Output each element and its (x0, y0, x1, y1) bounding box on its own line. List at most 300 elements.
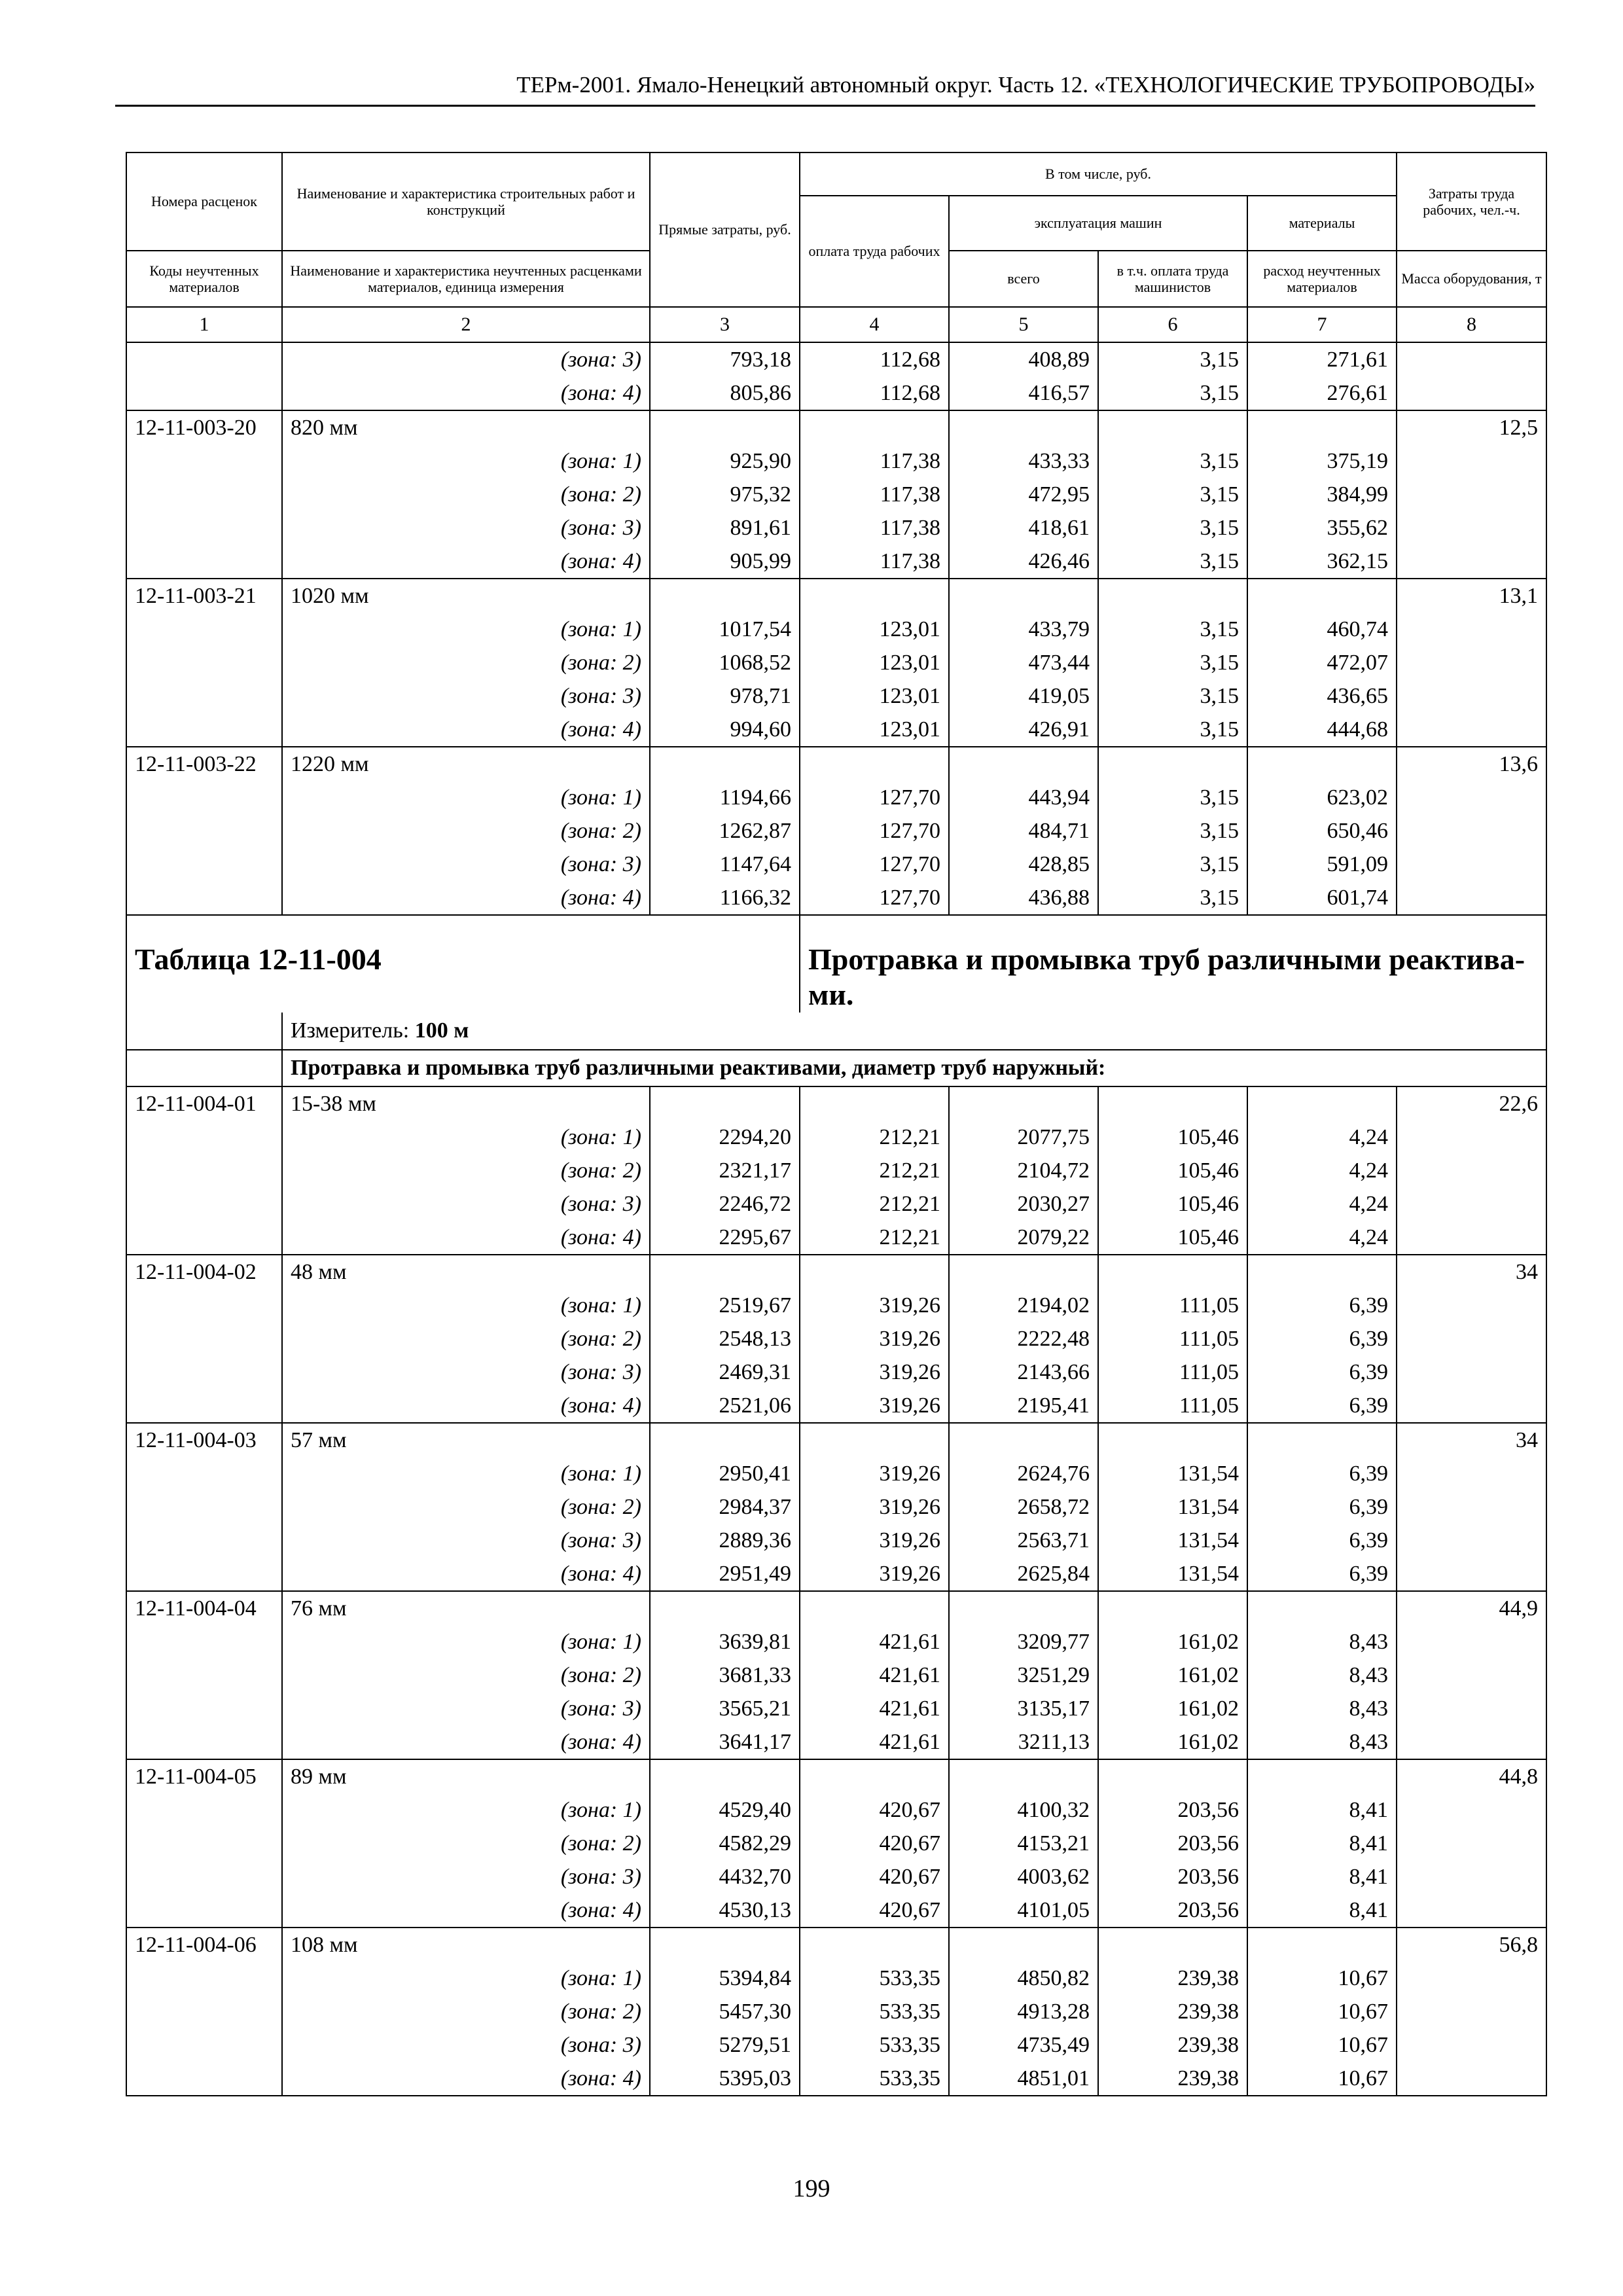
materials-value: 6,39 (1247, 1355, 1397, 1389)
zone-row (126, 1860, 1546, 1893)
empty-cell (650, 579, 800, 613)
machines-total-value: 408,89 (949, 342, 1098, 376)
rate-code-cell (126, 679, 282, 713)
materials-value: 8,43 (1247, 1625, 1397, 1659)
materials-value: 444,68 (1247, 713, 1397, 747)
direct-cost-value: 994,60 (650, 713, 800, 747)
labor-pay-value: 421,61 (800, 1625, 949, 1659)
zone-row (126, 1725, 1546, 1759)
rate-code-cell (126, 1725, 282, 1759)
zone-label: (зона: 1) (282, 781, 650, 814)
header-equipment-mass: Масса оборудования, т (1397, 251, 1546, 307)
machinists-pay-value: 131,54 (1098, 1490, 1247, 1524)
machinists-pay-value: 3,15 (1098, 478, 1247, 511)
column-number: 5 (949, 307, 1098, 342)
materials-value: 10,67 (1247, 2062, 1397, 2096)
labor-pay-value: 421,61 (800, 1659, 949, 1692)
machines-total-value: 2077,75 (949, 1121, 1098, 1154)
zone-row (126, 1121, 1546, 1154)
rate-name: 820 мм (282, 410, 650, 444)
machines-total-value: 4100,32 (949, 1793, 1098, 1827)
labor-cost-cell (1397, 2028, 1546, 2062)
materials-value: 6,39 (1247, 1490, 1397, 1524)
column-number: 8 (1397, 307, 1546, 342)
direct-cost-value: 2295,67 (650, 1221, 800, 1255)
empty-cell (800, 1591, 949, 1625)
machines-total-value: 3251,29 (949, 1659, 1098, 1692)
rate-header-row (126, 579, 1546, 613)
empty-cell (1247, 1423, 1397, 1457)
labor-pay-value: 319,26 (800, 1490, 949, 1524)
page-number: 199 (793, 2175, 830, 2202)
rate-code-cell (126, 444, 282, 478)
machinists-pay-value: 3,15 (1098, 713, 1247, 747)
machinists-pay-value: 105,46 (1098, 1121, 1247, 1154)
machines-total-value: 419,05 (949, 679, 1098, 713)
empty-cell (949, 579, 1098, 613)
labor-cost-value: 34 (1397, 1255, 1546, 1289)
labor-pay-value: 117,38 (800, 545, 949, 579)
labor-pay-value: 212,21 (800, 1154, 949, 1187)
rate-code-cell (126, 1659, 282, 1692)
direct-cost-value: 975,32 (650, 478, 800, 511)
machinists-pay-value: 3,15 (1098, 545, 1247, 579)
machines-total-value: 472,95 (949, 478, 1098, 511)
labor-pay-value: 420,67 (800, 1860, 949, 1893)
direct-cost-value: 3681,33 (650, 1659, 800, 1692)
machinists-pay-value: 239,38 (1098, 1995, 1247, 2028)
materials-value: 10,67 (1247, 1995, 1397, 2028)
labor-cost-cell (1397, 444, 1546, 478)
empty-cell (1098, 1255, 1247, 1289)
zone-row (126, 1692, 1546, 1725)
labor-pay-value: 212,21 (800, 1221, 949, 1255)
materials-value: 375,19 (1247, 444, 1397, 478)
rate-code-cell (126, 713, 282, 747)
labor-pay-value: 420,67 (800, 1893, 949, 1928)
zone-row (126, 545, 1546, 579)
labor-cost-cell (1397, 613, 1546, 646)
empty-cell (650, 410, 800, 444)
labor-cost-cell (1397, 1154, 1546, 1187)
header-materials: материалы (1247, 196, 1397, 251)
machinists-pay-value: 3,15 (1098, 646, 1247, 679)
labor-cost-cell (1397, 1121, 1546, 1154)
empty-cell (1247, 1255, 1397, 1289)
machines-total-value: 2194,02 (949, 1289, 1098, 1322)
zone-label: (зона: 4) (282, 376, 650, 410)
machinists-pay-value: 105,46 (1098, 1221, 1247, 1255)
machines-total-value: 2104,72 (949, 1154, 1098, 1187)
rate-code-cell (126, 1995, 282, 2028)
labor-cost-cell (1397, 1524, 1546, 1557)
zone-label: (зона: 3) (282, 1187, 650, 1221)
labor-cost-cell (1397, 1725, 1546, 1759)
column-number: 3 (650, 307, 800, 342)
empty-cell (1247, 1759, 1397, 1793)
zone-label: (зона: 4) (282, 1221, 650, 1255)
machines-total-value: 2563,71 (949, 1524, 1098, 1557)
materials-value: 4,24 (1247, 1187, 1397, 1221)
direct-cost-value: 3565,21 (650, 1692, 800, 1725)
labor-cost-cell (1397, 1457, 1546, 1490)
zone-row (126, 1221, 1546, 1255)
zone-row (126, 1355, 1546, 1389)
direct-cost-value: 5279,51 (650, 2028, 800, 2062)
labor-pay-value: 127,70 (800, 781, 949, 814)
direct-cost-value: 4529,40 (650, 1793, 800, 1827)
header-material-codes: Коды неучтенных материалов (126, 251, 282, 307)
rate-header-row (126, 1423, 1546, 1457)
zone-label: (зона: 1) (282, 1289, 650, 1322)
rate-code: 12-11-003-22 (126, 747, 282, 781)
zone-row (126, 376, 1546, 410)
machinists-pay-value: 3,15 (1098, 376, 1247, 410)
materials-value: 276,61 (1247, 376, 1397, 410)
labor-pay-value: 127,70 (800, 814, 949, 848)
zone-label: (зона: 4) (282, 1557, 650, 1591)
rate-name: 48 мм (282, 1255, 650, 1289)
materials-value: 10,67 (1247, 1962, 1397, 1995)
machines-total-value: 2625,84 (949, 1557, 1098, 1591)
machines-total-value: 2030,27 (949, 1187, 1098, 1221)
zone-row (126, 478, 1546, 511)
zone-row (126, 814, 1546, 848)
rate-code-cell (126, 781, 282, 814)
labor-cost-cell (1397, 781, 1546, 814)
zone-row (126, 511, 1546, 545)
rate-code-cell (126, 613, 282, 646)
zone-label: (зона: 3) (282, 342, 650, 376)
materials-value: 4,24 (1247, 1121, 1397, 1154)
labor-cost-cell (1397, 1860, 1546, 1893)
rate-code: 12-11-004-04 (126, 1591, 282, 1625)
empty-cell (650, 1591, 800, 1625)
zone-label: (зона: 1) (282, 444, 650, 478)
labor-cost-cell (1397, 511, 1546, 545)
materials-value: 472,07 (1247, 646, 1397, 679)
rate-code-cell (126, 1827, 282, 1860)
materials-value: 8,43 (1247, 1725, 1397, 1759)
direct-cost-value: 4582,29 (650, 1827, 800, 1860)
machinists-pay-value: 131,54 (1098, 1557, 1247, 1591)
machinists-pay-value: 161,02 (1098, 1725, 1247, 1759)
rate-code-cell (126, 1457, 282, 1490)
meter-spacer (126, 1013, 282, 1050)
materials-value: 6,39 (1247, 1457, 1397, 1490)
labor-cost-cell (1397, 1893, 1546, 1928)
machines-total-value: 426,46 (949, 545, 1098, 579)
direct-cost-value: 1262,87 (650, 814, 800, 848)
zone-label: (зона: 2) (282, 1827, 650, 1860)
machines-total-value: 428,85 (949, 848, 1098, 881)
direct-cost-value: 793,18 (650, 342, 800, 376)
machinists-pay-value: 105,46 (1098, 1154, 1247, 1187)
labor-cost-cell (1397, 1289, 1546, 1322)
empty-cell (1098, 1423, 1247, 1457)
rate-code-cell (126, 2028, 282, 2062)
rate-code-cell (126, 1289, 282, 1322)
rate-code-cell (126, 1692, 282, 1725)
rate-code: 12-11-003-21 (126, 579, 282, 613)
zone-row (126, 713, 1546, 747)
labor-cost-cell (1397, 1187, 1546, 1221)
labor-cost-cell (1397, 1625, 1546, 1659)
rate-code-cell (126, 1893, 282, 1928)
materials-value: 4,24 (1247, 1221, 1397, 1255)
labor-cost-value: 34 (1397, 1423, 1546, 1457)
zone-row (126, 1524, 1546, 1557)
labor-pay-value: 533,35 (800, 1962, 949, 1995)
labor-cost-value: 44,8 (1397, 1759, 1546, 1793)
zone-label: (зона: 4) (282, 2062, 650, 2096)
labor-cost-cell (1397, 342, 1546, 376)
empty-cell (800, 410, 949, 444)
rate-header-row (126, 1255, 1546, 1289)
labor-pay-value: 319,26 (800, 1355, 949, 1389)
empty-cell (949, 410, 1098, 444)
header-including: В том числе, руб. (800, 152, 1397, 196)
rate-code: 12-11-003-20 (126, 410, 282, 444)
machines-total-value: 4101,05 (949, 1893, 1098, 1928)
empty-cell (1098, 579, 1247, 613)
labor-pay-value: 533,35 (800, 1995, 949, 2028)
machinists-pay-value: 239,38 (1098, 2028, 1247, 2062)
labor-cost-cell (1397, 1322, 1546, 1355)
zone-label: (зона: 3) (282, 1692, 650, 1725)
zone-row (126, 444, 1546, 478)
labor-cost-cell (1397, 1692, 1546, 1725)
rate-name: 1020 мм (282, 579, 650, 613)
machines-total-value: 2079,22 (949, 1221, 1098, 1255)
machines-total-value: 3135,17 (949, 1692, 1098, 1725)
materials-value: 8,43 (1247, 1659, 1397, 1692)
rate-name: 57 мм (282, 1423, 650, 1457)
machinists-pay-value: 3,15 (1098, 342, 1247, 376)
machinists-pay-value: 3,15 (1098, 444, 1247, 478)
labor-cost-cell (1397, 646, 1546, 679)
header-labor-cost: Затраты труда рабочих, чел.-ч. (1397, 152, 1546, 251)
materials-value: 10,67 (1247, 2028, 1397, 2062)
zone-label: (зона: 3) (282, 848, 650, 881)
header-labor-pay: оплата труда рабочих (800, 196, 949, 307)
empty-cell (650, 1255, 800, 1289)
empty-cell (949, 747, 1098, 781)
labor-cost-cell (1397, 478, 1546, 511)
zone-label: (зона: 2) (282, 646, 650, 679)
rate-code-cell (126, 1524, 282, 1557)
direct-cost-value: 1068,52 (650, 646, 800, 679)
zone-label: (зона: 3) (282, 2028, 650, 2062)
direct-cost-value: 1017,54 (650, 613, 800, 646)
price-table (126, 152, 1547, 2096)
zone-row (126, 679, 1546, 713)
zone-row (126, 1187, 1546, 1221)
labor-pay-value: 420,67 (800, 1793, 949, 1827)
direct-cost-value: 2469,31 (650, 1355, 800, 1389)
table-title-row (126, 915, 1546, 1013)
empty-cell (650, 1423, 800, 1457)
labor-cost-cell (1397, 679, 1546, 713)
empty-cell (800, 1086, 949, 1121)
materials-value: 623,02 (1247, 781, 1397, 814)
direct-cost-value: 2889,36 (650, 1524, 800, 1557)
machinists-pay-value: 131,54 (1098, 1457, 1247, 1490)
rate-name: 1220 мм (282, 747, 650, 781)
zone-row (126, 1827, 1546, 1860)
empty-cell (650, 1086, 800, 1121)
empty-cell (949, 1928, 1098, 1962)
zone-label: (зона: 3) (282, 679, 650, 713)
zone-label: (зона: 2) (282, 1154, 650, 1187)
materials-value: 4,24 (1247, 1154, 1397, 1187)
direct-cost-value: 925,90 (650, 444, 800, 478)
direct-cost-value: 4432,70 (650, 1860, 800, 1893)
labor-pay-value: 319,26 (800, 1524, 949, 1557)
rate-code: 12-11-004-05 (126, 1759, 282, 1793)
zone-label: (зона: 1) (282, 613, 650, 646)
labor-cost-value: 13,6 (1397, 747, 1546, 781)
machines-total-value: 433,79 (949, 613, 1098, 646)
direct-cost-value: 891,61 (650, 511, 800, 545)
labor-cost-value: 44,9 (1397, 1591, 1546, 1625)
rate-code-cell (126, 1322, 282, 1355)
column-number: 2 (282, 307, 650, 342)
labor-cost-cell (1397, 1995, 1546, 2028)
empty-cell (800, 1759, 949, 1793)
empty-cell (1098, 410, 1247, 444)
direct-cost-value: 2984,37 (650, 1490, 800, 1524)
machines-total-value: 426,91 (949, 713, 1098, 747)
rate-header-row (126, 1086, 1546, 1121)
labor-pay-value: 112,68 (800, 376, 949, 410)
meter-value: 100 м (414, 1018, 469, 1043)
direct-cost-value: 1166,32 (650, 881, 800, 915)
machinists-pay-value: 161,02 (1098, 1625, 1247, 1659)
labor-pay-value: 319,26 (800, 1289, 949, 1322)
labor-cost-cell (1397, 814, 1546, 848)
zone-row (126, 848, 1546, 881)
zone-row (126, 646, 1546, 679)
empty-cell (800, 1928, 949, 1962)
zone-row (126, 2062, 1546, 2096)
column-number: 1 (126, 307, 282, 342)
materials-value: 6,39 (1247, 1289, 1397, 1322)
rate-header-row (126, 747, 1546, 781)
zone-label: (зона: 3) (282, 1860, 650, 1893)
zone-label: (зона: 3) (282, 511, 650, 545)
labor-pay-value: 319,26 (800, 1322, 949, 1355)
labor-cost-cell (1397, 1793, 1546, 1827)
empty-cell (800, 747, 949, 781)
machines-total-value: 473,44 (949, 646, 1098, 679)
header-unaccounted-materials: расход неучтенных материалов (1247, 251, 1397, 307)
labor-pay-value: 212,21 (800, 1187, 949, 1221)
machinists-pay-value: 3,15 (1098, 848, 1247, 881)
labor-pay-value: 420,67 (800, 1827, 949, 1860)
zone-row (126, 1625, 1546, 1659)
rate-code-cell (126, 1221, 282, 1255)
column-number: 4 (800, 307, 949, 342)
rate-name: 89 мм (282, 1759, 650, 1793)
meter-cell (282, 1013, 1546, 1050)
materials-value: 591,09 (1247, 848, 1397, 881)
machinists-pay-value: 105,46 (1098, 1187, 1247, 1221)
labor-pay-value: 319,26 (800, 1557, 949, 1591)
zone-label: (зона: 2) (282, 1659, 650, 1692)
materials-value: 6,39 (1247, 1322, 1397, 1355)
direct-cost-value: 5395,03 (650, 2062, 800, 2096)
machines-total-value: 4850,82 (949, 1962, 1098, 1995)
machines-total-value: 443,94 (949, 781, 1098, 814)
materials-value: 8,43 (1247, 1692, 1397, 1725)
zone-label: (зона: 1) (282, 1625, 650, 1659)
direct-cost-value: 2246,72 (650, 1187, 800, 1221)
machines-total-value: 2195,41 (949, 1389, 1098, 1423)
zone-label: (зона: 2) (282, 1995, 650, 2028)
materials-value: 601,74 (1247, 881, 1397, 915)
labor-cost-cell (1397, 545, 1546, 579)
zone-label: (зона: 4) (282, 545, 650, 579)
rate-code-cell (126, 1355, 282, 1389)
zone-label: (зона: 2) (282, 1322, 650, 1355)
zone-label: (зона: 3) (282, 1524, 650, 1557)
empty-cell (650, 1928, 800, 1962)
machines-total-value: 3209,77 (949, 1625, 1098, 1659)
rate-code-cell (126, 1625, 282, 1659)
empty-cell (800, 1255, 949, 1289)
labor-cost-cell (1397, 1355, 1546, 1389)
labor-pay-value: 127,70 (800, 881, 949, 915)
zone-row (126, 1289, 1546, 1322)
machinists-pay-value: 161,02 (1098, 1692, 1247, 1725)
labor-pay-value: 123,01 (800, 713, 949, 747)
zone-row (126, 1154, 1546, 1187)
rate-header-row (126, 1928, 1546, 1962)
rate-code-cell (126, 1121, 282, 1154)
empty-cell (1247, 1928, 1397, 1962)
empty-cell (949, 1086, 1098, 1121)
labor-cost-cell (1397, 848, 1546, 881)
zone-row (126, 1995, 1546, 2028)
machines-total-value: 2658,72 (949, 1490, 1098, 1524)
rate-code: 12-11-004-01 (126, 1086, 282, 1121)
section-title: Протравка и промывка труб различными реактивами, диаметр труб наружный: (282, 1050, 1546, 1086)
machinists-pay-value: 239,38 (1098, 2062, 1247, 2096)
header-machines-total: всего (949, 251, 1098, 307)
zone-row (126, 1659, 1546, 1692)
empty-cell (1098, 747, 1247, 781)
materials-value: 460,74 (1247, 613, 1397, 646)
labor-cost-value: 12,5 (1397, 410, 1546, 444)
direct-cost-value: 3641,17 (650, 1725, 800, 1759)
table-description: Протравка и промывка труб различными реактива-ми. (800, 915, 1546, 1013)
empty-cell (1247, 747, 1397, 781)
labor-pay-value: 123,01 (800, 613, 949, 646)
rate-name: 108 мм (282, 1928, 650, 1962)
materials-value: 355,62 (1247, 511, 1397, 545)
rate-code-cell (126, 376, 282, 410)
rate-header-row (126, 1759, 1546, 1793)
machines-total-value: 416,57 (949, 376, 1098, 410)
zone-row (126, 881, 1546, 915)
rate-code-cell (126, 646, 282, 679)
machines-total-value: 418,61 (949, 511, 1098, 545)
empty-cell (1098, 1759, 1247, 1793)
direct-cost-value: 905,99 (650, 545, 800, 579)
labor-cost-cell (1397, 1389, 1546, 1423)
rate-code-cell (126, 1490, 282, 1524)
